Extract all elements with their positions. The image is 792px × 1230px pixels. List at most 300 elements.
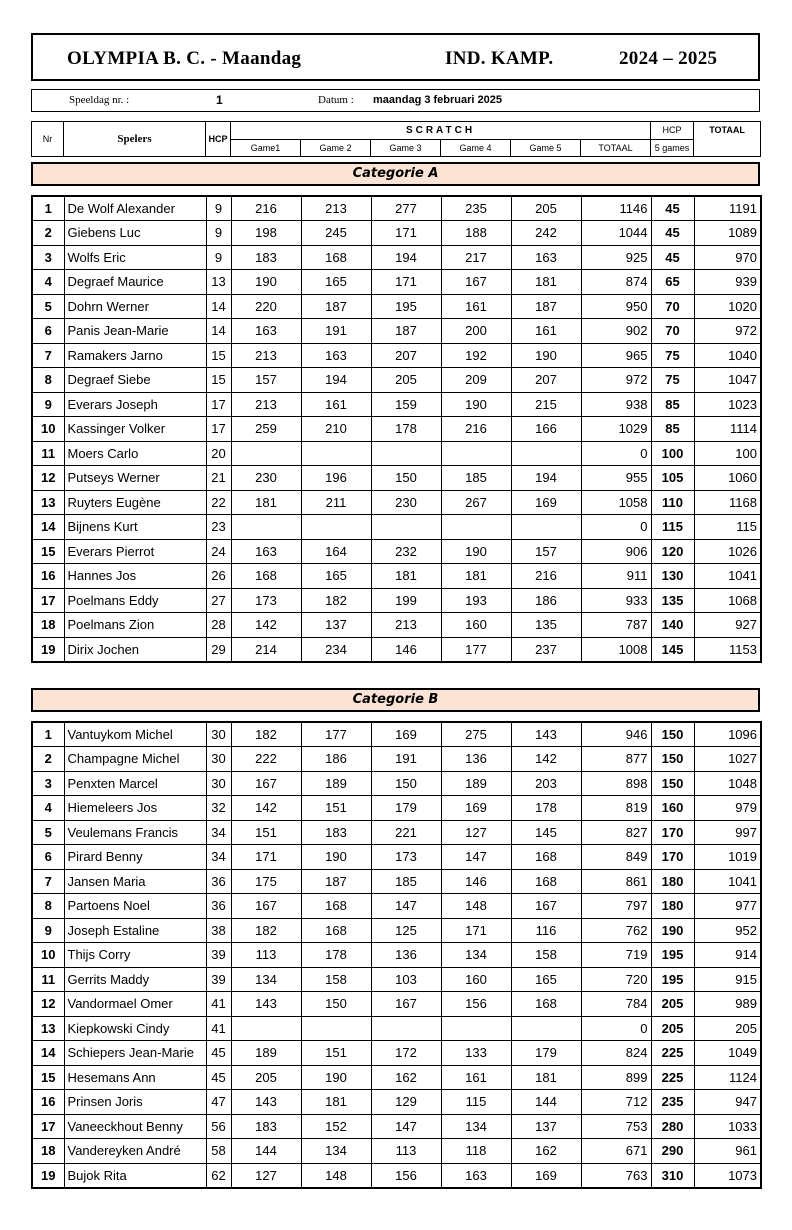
player-name: Champagne Michel bbox=[64, 747, 206, 772]
scratch-total: 938 bbox=[581, 392, 651, 417]
game3-score: 181 bbox=[371, 564, 441, 589]
game3-score: 199 bbox=[371, 588, 441, 613]
rank: 6 bbox=[32, 845, 64, 870]
player-hcp: 45 bbox=[206, 1041, 231, 1066]
player-hcp: 41 bbox=[206, 992, 231, 1017]
datum-value: maandag 3 februari 2025 bbox=[373, 94, 503, 106]
game4-score: 136 bbox=[441, 747, 511, 772]
table-row bbox=[32, 1065, 761, 1090]
game4-score: 235 bbox=[441, 196, 511, 221]
category-b-table bbox=[31, 721, 762, 1189]
hcp-total: 85 bbox=[651, 392, 694, 417]
game5-score: 205 bbox=[511, 196, 581, 221]
game2-score: 151 bbox=[301, 796, 371, 821]
rank: 14 bbox=[32, 1041, 64, 1066]
game4-score: 189 bbox=[441, 771, 511, 796]
game2-score: 165 bbox=[301, 564, 371, 589]
player-name: Penxten Marcel bbox=[64, 771, 206, 796]
game2-score: 168 bbox=[301, 918, 371, 943]
game1-score: 173 bbox=[231, 588, 301, 613]
table-row bbox=[32, 539, 761, 564]
game2-score bbox=[301, 515, 371, 540]
rank: 16 bbox=[32, 1090, 64, 1115]
rank: 11 bbox=[32, 967, 64, 992]
grand-total: 927 bbox=[694, 613, 761, 638]
grand-total: 100 bbox=[694, 441, 761, 466]
category-b-title: Categorie B bbox=[31, 688, 760, 712]
category-a-table bbox=[31, 195, 762, 663]
hcp-total: 140 bbox=[651, 613, 694, 638]
hcp-total: 105 bbox=[651, 466, 694, 491]
game3-score: 169 bbox=[371, 722, 441, 747]
col-totaal: TOTAAL bbox=[581, 139, 651, 157]
rank: 3 bbox=[32, 771, 64, 796]
player-hcp: 28 bbox=[206, 613, 231, 638]
game2-score: 168 bbox=[301, 245, 371, 270]
game2-score: 137 bbox=[301, 613, 371, 638]
scratch-total: 719 bbox=[581, 943, 651, 968]
speeldag-label: Speeldag nr. : bbox=[69, 94, 130, 106]
player-name: Degraef Siebe bbox=[64, 368, 206, 393]
col-game2: Game 2 bbox=[301, 139, 371, 157]
grand-total: 1026 bbox=[694, 539, 761, 564]
game5-score: 165 bbox=[511, 967, 581, 992]
hcp-total: 45 bbox=[651, 221, 694, 246]
grand-total: 1048 bbox=[694, 771, 761, 796]
game3-score: 185 bbox=[371, 869, 441, 894]
rank: 3 bbox=[32, 245, 64, 270]
game5-score: 168 bbox=[511, 845, 581, 870]
rank: 4 bbox=[32, 270, 64, 295]
game1-score: 198 bbox=[231, 221, 301, 246]
game3-score: 205 bbox=[371, 368, 441, 393]
hcp-total: 180 bbox=[651, 894, 694, 919]
game4-score: 118 bbox=[441, 1139, 511, 1164]
player-hcp: 36 bbox=[206, 894, 231, 919]
hcp-total: 145 bbox=[651, 637, 694, 662]
hcp-total: 120 bbox=[651, 539, 694, 564]
game5-score: 162 bbox=[511, 1139, 581, 1164]
game1-score: 143 bbox=[231, 992, 301, 1017]
player-hcp: 62 bbox=[206, 1163, 231, 1188]
rank: 18 bbox=[32, 613, 64, 638]
hcp-total: 70 bbox=[651, 319, 694, 344]
match-info-bar bbox=[31, 89, 760, 112]
game3-score bbox=[371, 1016, 441, 1041]
game4-score bbox=[441, 441, 511, 466]
player-hcp: 39 bbox=[206, 943, 231, 968]
game3-score: 207 bbox=[371, 343, 441, 368]
hcp-total: 280 bbox=[651, 1114, 694, 1139]
player-name: Dirix Jochen bbox=[64, 637, 206, 662]
scratch-total: 753 bbox=[581, 1114, 651, 1139]
game1-score: 190 bbox=[231, 270, 301, 295]
player-hcp: 14 bbox=[206, 294, 231, 319]
player-hcp: 20 bbox=[206, 441, 231, 466]
rank: 1 bbox=[32, 196, 64, 221]
player-hcp: 32 bbox=[206, 796, 231, 821]
grand-total: 979 bbox=[694, 796, 761, 821]
grand-total: 989 bbox=[694, 992, 761, 1017]
game4-score: 267 bbox=[441, 490, 511, 515]
game4-score: 169 bbox=[441, 796, 511, 821]
game5-score: 143 bbox=[511, 722, 581, 747]
game3-score: 167 bbox=[371, 992, 441, 1017]
game2-score: 190 bbox=[301, 845, 371, 870]
game1-score: 182 bbox=[231, 918, 301, 943]
col-hcp-total-top: HCP bbox=[651, 122, 694, 140]
player-name: Hannes Jos bbox=[64, 564, 206, 589]
game5-score: 168 bbox=[511, 992, 581, 1017]
player-hcp: 27 bbox=[206, 588, 231, 613]
scratch-total: 911 bbox=[581, 564, 651, 589]
table-row bbox=[32, 747, 761, 772]
player-name: Vaneeckhout Benny bbox=[64, 1114, 206, 1139]
grand-total: 914 bbox=[694, 943, 761, 968]
table-row bbox=[32, 294, 761, 319]
scratch-total: 787 bbox=[581, 613, 651, 638]
player-name: Kassinger Volker bbox=[64, 417, 206, 442]
game4-score: 171 bbox=[441, 918, 511, 943]
game4-score: 190 bbox=[441, 539, 511, 564]
game5-score: 190 bbox=[511, 343, 581, 368]
grand-total: 115 bbox=[694, 515, 761, 540]
table-row bbox=[32, 1114, 761, 1139]
game4-score: 200 bbox=[441, 319, 511, 344]
hcp-total: 225 bbox=[651, 1065, 694, 1090]
scratch-total: 861 bbox=[581, 869, 651, 894]
grand-total: 1153 bbox=[694, 637, 761, 662]
col-hcp: HCP bbox=[206, 122, 231, 157]
game1-score: 189 bbox=[231, 1041, 301, 1066]
hcp-total: 190 bbox=[651, 918, 694, 943]
game4-score: 161 bbox=[441, 294, 511, 319]
game1-score: 259 bbox=[231, 417, 301, 442]
player-name: Wolfs Eric bbox=[64, 245, 206, 270]
table-row bbox=[32, 466, 761, 491]
table-row bbox=[32, 417, 761, 442]
game4-score: 147 bbox=[441, 845, 511, 870]
game1-score: 167 bbox=[231, 771, 301, 796]
col-scratch: SCRATCH bbox=[231, 122, 651, 140]
game2-score: 189 bbox=[301, 771, 371, 796]
grand-total: 915 bbox=[694, 967, 761, 992]
rank: 9 bbox=[32, 918, 64, 943]
player-name: Thijs Corry bbox=[64, 943, 206, 968]
scratch-total: 925 bbox=[581, 245, 651, 270]
game1-score: 182 bbox=[231, 722, 301, 747]
grand-total: 1060 bbox=[694, 466, 761, 491]
game1-score: 213 bbox=[231, 343, 301, 368]
grand-total: 1124 bbox=[694, 1065, 761, 1090]
game3-score: 179 bbox=[371, 796, 441, 821]
game5-score: 207 bbox=[511, 368, 581, 393]
table-row bbox=[32, 637, 761, 662]
col-nr: Nr bbox=[32, 122, 64, 157]
game1-score: 213 bbox=[231, 392, 301, 417]
game1-score: 127 bbox=[231, 1163, 301, 1188]
game1-score: 163 bbox=[231, 319, 301, 344]
game3-score: 113 bbox=[371, 1139, 441, 1164]
scratch-total: 712 bbox=[581, 1090, 651, 1115]
grand-total: 961 bbox=[694, 1139, 761, 1164]
hcp-total: 65 bbox=[651, 270, 694, 295]
game4-score: 161 bbox=[441, 1065, 511, 1090]
game2-score: 211 bbox=[301, 490, 371, 515]
scratch-total: 763 bbox=[581, 1163, 651, 1188]
game3-score: 230 bbox=[371, 490, 441, 515]
player-hcp: 34 bbox=[206, 820, 231, 845]
player-hcp: 30 bbox=[206, 771, 231, 796]
game1-score: 167 bbox=[231, 894, 301, 919]
player-hcp: 30 bbox=[206, 747, 231, 772]
game1-score: 214 bbox=[231, 637, 301, 662]
game2-score: 158 bbox=[301, 967, 371, 992]
table-row bbox=[32, 943, 761, 968]
player-name: Panis Jean-Marie bbox=[64, 319, 206, 344]
grand-total: 1041 bbox=[694, 869, 761, 894]
game2-score: 181 bbox=[301, 1090, 371, 1115]
game1-score: 113 bbox=[231, 943, 301, 968]
scratch-total: 0 bbox=[581, 515, 651, 540]
game3-score: 136 bbox=[371, 943, 441, 968]
game4-score: 134 bbox=[441, 1114, 511, 1139]
game5-score bbox=[511, 515, 581, 540]
scratch-total: 797 bbox=[581, 894, 651, 919]
player-hcp: 9 bbox=[206, 196, 231, 221]
game2-score bbox=[301, 1016, 371, 1041]
hcp-total: 45 bbox=[651, 245, 694, 270]
player-name: Degraef Maurice bbox=[64, 270, 206, 295]
player-name: Moers Carlo bbox=[64, 441, 206, 466]
game1-score: 181 bbox=[231, 490, 301, 515]
game3-score bbox=[371, 441, 441, 466]
game3-score: 103 bbox=[371, 967, 441, 992]
hcp-total: 170 bbox=[651, 820, 694, 845]
player-hcp: 15 bbox=[206, 368, 231, 393]
club-name: OLYMPIA B. C. - Maandag bbox=[67, 48, 302, 69]
game4-score: 192 bbox=[441, 343, 511, 368]
rank: 8 bbox=[32, 894, 64, 919]
game4-score: 188 bbox=[441, 221, 511, 246]
table-row bbox=[32, 368, 761, 393]
game3-score: 171 bbox=[371, 270, 441, 295]
scratch-total: 784 bbox=[581, 992, 651, 1017]
scratch-total: 671 bbox=[581, 1139, 651, 1164]
scratch-total: 898 bbox=[581, 771, 651, 796]
game3-score: 187 bbox=[371, 319, 441, 344]
game4-score: 160 bbox=[441, 613, 511, 638]
game5-score: 144 bbox=[511, 1090, 581, 1115]
player-name: Bijnens Kurt bbox=[64, 515, 206, 540]
game1-score: 144 bbox=[231, 1139, 301, 1164]
grand-total: 970 bbox=[694, 245, 761, 270]
game2-score: 150 bbox=[301, 992, 371, 1017]
grand-total: 1089 bbox=[694, 221, 761, 246]
table-row bbox=[32, 441, 761, 466]
col-hcp-total-bottom: 5 games bbox=[651, 139, 694, 157]
player-name: Vandormael Omer bbox=[64, 992, 206, 1017]
table-row bbox=[32, 392, 761, 417]
hcp-total: 75 bbox=[651, 368, 694, 393]
hcp-total: 150 bbox=[651, 747, 694, 772]
hcp-total: 205 bbox=[651, 992, 694, 1017]
rank: 2 bbox=[32, 747, 64, 772]
grand-total: 1073 bbox=[694, 1163, 761, 1188]
hcp-total: 85 bbox=[651, 417, 694, 442]
player-name: Hiemeleers Jos bbox=[64, 796, 206, 821]
table-row bbox=[32, 1090, 761, 1115]
scratch-total: 955 bbox=[581, 466, 651, 491]
player-name: Kiepkowski Cindy bbox=[64, 1016, 206, 1041]
column-header bbox=[31, 121, 761, 157]
table-row bbox=[32, 796, 761, 821]
table-row bbox=[32, 992, 761, 1017]
game3-score: 277 bbox=[371, 196, 441, 221]
grand-total: 205 bbox=[694, 1016, 761, 1041]
player-hcp: 14 bbox=[206, 319, 231, 344]
game5-score: 166 bbox=[511, 417, 581, 442]
game5-score: 116 bbox=[511, 918, 581, 943]
game2-score: 245 bbox=[301, 221, 371, 246]
competition-name: IND. KAMP. bbox=[445, 48, 554, 69]
game1-score: 183 bbox=[231, 245, 301, 270]
game4-score: 134 bbox=[441, 943, 511, 968]
col-game3: Game 3 bbox=[371, 139, 441, 157]
player-name: Gerrits Maddy bbox=[64, 967, 206, 992]
player-hcp: 36 bbox=[206, 869, 231, 894]
table-row bbox=[32, 820, 761, 845]
game4-score: 217 bbox=[441, 245, 511, 270]
hcp-total: 70 bbox=[651, 294, 694, 319]
game3-score: 150 bbox=[371, 466, 441, 491]
rank: 4 bbox=[32, 796, 64, 821]
player-name: Partoens Noel bbox=[64, 894, 206, 919]
scratch-total: 1058 bbox=[581, 490, 651, 515]
game3-score: 147 bbox=[371, 1114, 441, 1139]
rank: 19 bbox=[32, 1163, 64, 1188]
player-name: Dohrn Werner bbox=[64, 294, 206, 319]
game3-score: 194 bbox=[371, 245, 441, 270]
table-row bbox=[32, 894, 761, 919]
player-hcp: 23 bbox=[206, 515, 231, 540]
hcp-total: 75 bbox=[651, 343, 694, 368]
hcp-total: 135 bbox=[651, 588, 694, 613]
grand-total: 1047 bbox=[694, 368, 761, 393]
hcp-total: 160 bbox=[651, 796, 694, 821]
rank: 13 bbox=[32, 490, 64, 515]
game1-score: 216 bbox=[231, 196, 301, 221]
grand-total: 1096 bbox=[694, 722, 761, 747]
game3-score: 195 bbox=[371, 294, 441, 319]
player-hcp: 39 bbox=[206, 967, 231, 992]
game3-score: 178 bbox=[371, 417, 441, 442]
hcp-total: 100 bbox=[651, 441, 694, 466]
player-hcp: 13 bbox=[206, 270, 231, 295]
table-row bbox=[32, 1016, 761, 1041]
scratch-total: 877 bbox=[581, 747, 651, 772]
hcp-total: 130 bbox=[651, 564, 694, 589]
hcp-total: 150 bbox=[651, 722, 694, 747]
rank: 16 bbox=[32, 564, 64, 589]
rank: 6 bbox=[32, 319, 64, 344]
player-name: Putseys Werner bbox=[64, 466, 206, 491]
player-name: Everars Pierrot bbox=[64, 539, 206, 564]
hcp-total: 290 bbox=[651, 1139, 694, 1164]
rank: 12 bbox=[32, 992, 64, 1017]
game4-score: 127 bbox=[441, 820, 511, 845]
game2-score: 183 bbox=[301, 820, 371, 845]
grand-total: 1168 bbox=[694, 490, 761, 515]
rank: 15 bbox=[32, 1065, 64, 1090]
grand-total: 1068 bbox=[694, 588, 761, 613]
rank: 15 bbox=[32, 539, 64, 564]
game5-score bbox=[511, 441, 581, 466]
table-row bbox=[32, 967, 761, 992]
game4-score: 181 bbox=[441, 564, 511, 589]
scratch-total: 0 bbox=[581, 441, 651, 466]
game4-score: 185 bbox=[441, 466, 511, 491]
game5-score: 167 bbox=[511, 894, 581, 919]
game1-score: 205 bbox=[231, 1065, 301, 1090]
grand-total: 1020 bbox=[694, 294, 761, 319]
game3-score: 159 bbox=[371, 392, 441, 417]
player-hcp: 38 bbox=[206, 918, 231, 943]
grand-total: 1041 bbox=[694, 564, 761, 589]
game4-score: 275 bbox=[441, 722, 511, 747]
hcp-total: 150 bbox=[651, 771, 694, 796]
game3-score: 146 bbox=[371, 637, 441, 662]
game3-score: 162 bbox=[371, 1065, 441, 1090]
player-name: Pirard Benny bbox=[64, 845, 206, 870]
rank: 7 bbox=[32, 869, 64, 894]
game1-score: 142 bbox=[231, 796, 301, 821]
rank: 17 bbox=[32, 1114, 64, 1139]
scratch-total: 972 bbox=[581, 368, 651, 393]
scratch-total: 827 bbox=[581, 820, 651, 845]
scratch-total: 950 bbox=[581, 294, 651, 319]
game2-score: 178 bbox=[301, 943, 371, 968]
table-row bbox=[32, 1163, 761, 1188]
game5-score: 186 bbox=[511, 588, 581, 613]
season: 2024 – 2025 bbox=[619, 48, 718, 69]
game4-score: 148 bbox=[441, 894, 511, 919]
grand-total: 1191 bbox=[694, 196, 761, 221]
table-row bbox=[32, 722, 761, 747]
title-header bbox=[31, 33, 760, 81]
table-row bbox=[32, 869, 761, 894]
rank: 17 bbox=[32, 588, 64, 613]
speeldag-value: 1 bbox=[216, 93, 223, 107]
game2-score: 194 bbox=[301, 368, 371, 393]
player-name: Ramakers Jarno bbox=[64, 343, 206, 368]
rank: 2 bbox=[32, 221, 64, 246]
grand-total: 1114 bbox=[694, 417, 761, 442]
scratch-total: 906 bbox=[581, 539, 651, 564]
player-name: Everars Joseph bbox=[64, 392, 206, 417]
game5-score: 181 bbox=[511, 1065, 581, 1090]
player-hcp: 41 bbox=[206, 1016, 231, 1041]
game2-score: 186 bbox=[301, 747, 371, 772]
game5-score: 169 bbox=[511, 1163, 581, 1188]
game1-score: 143 bbox=[231, 1090, 301, 1115]
game5-score: 163 bbox=[511, 245, 581, 270]
game4-score bbox=[441, 515, 511, 540]
table-row bbox=[32, 196, 761, 221]
game3-score: 125 bbox=[371, 918, 441, 943]
game2-score: 191 bbox=[301, 319, 371, 344]
scratch-total: 824 bbox=[581, 1041, 651, 1066]
